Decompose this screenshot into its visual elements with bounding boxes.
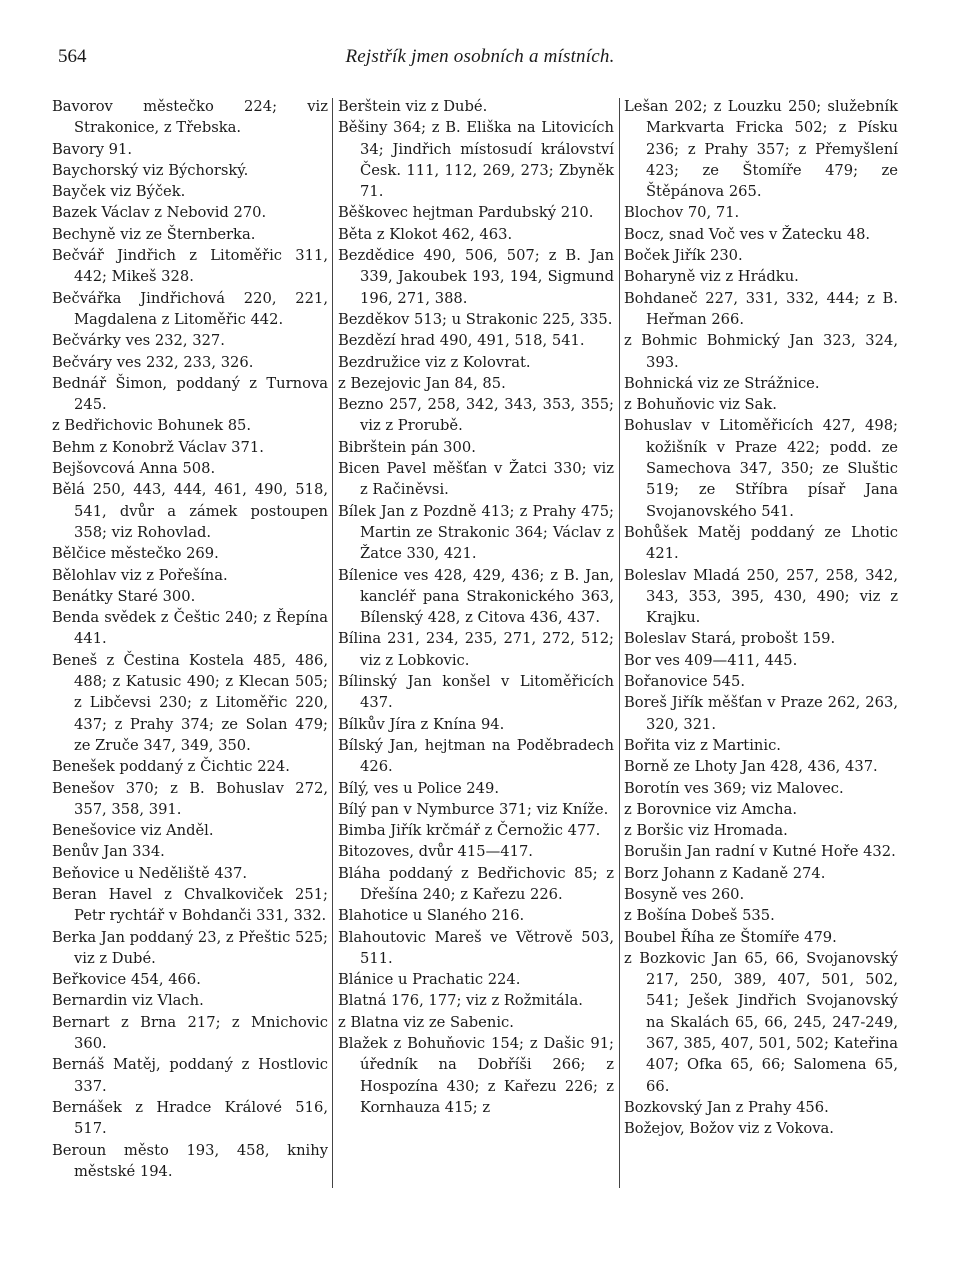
index-entry: Beran Havel z Chvalkoviček 251; Petr rychtář v Bohdanči 331, 332. [52,885,328,925]
index-entry: Bezděkov 513; u Strakonic 225, 335. [338,310,613,328]
index-entry: Bocz, snad Voč ves v Žatecku 48. [624,225,871,243]
index-entry: z Bezejovic Jan 84, 85. [338,374,506,392]
index-entry: Bílkův Jíra z Knína 94. [338,715,505,733]
index-entry: Bečvář Jindřich z Litoměřic 311, 442; Mikeš 328. [52,247,328,286]
index-entry: Božejov, Božov viz z Vokova. [624,1120,834,1138]
index-entry: Bělčice městečko 269. [52,545,219,563]
index-entry: Bílenice ves 428, 429, 436; z B. Jan, kancléř pana Strakonického 363, Bílenský 428, z Citova 436, 437. [338,566,614,627]
index-entry: Benešek poddaný z Čichtic 224. [52,758,290,776]
index-entry: Behm z Konobrž Václav 371. [52,438,264,456]
index-entry: z Bozkovic Jan 65, 66, Svojanovský 217, 250, 389, 407, 501, 502, 541; Ješek Jindřich Svojanovský na Skalách 65, 66, 245, 247-249, 367, 385, 407, 501, 502; Kateřina 407; Ofka 65, 66; Salomena 65, 66. [624,949,898,1095]
index-entry: Blatná 176, 177; viz z Rožmitála. [338,992,583,1010]
index-entry: Benešov 370; z B. Bohuslav 272, 357, 358, 391. [52,779,328,818]
column-divider [332,98,333,1188]
index-entry: Běškovec hejtman Pardubský 210. [338,204,594,222]
index-entry: Bílinský Jan konšel v Litoměřicích 437. [338,673,614,712]
index-entry: Bořita viz z Martinic. [624,736,781,754]
index-entry: Běšiny 364; z B. Eliška na Litovicích 34; Jindřich místosudí království Česk. 111, 112, 269, 273; Zbyněk 71. [338,119,614,201]
index-entry: Bezdědice 490, 506, 507; z B. Jan 339, Jakoubek 193, 194, Sigmund 196, 271, 388. [338,247,614,307]
index-entry: Boček Jiřík 230. [624,247,743,265]
index-entry: Bořanovice 545. [624,673,745,691]
index-entry: Bílek Jan z Pozdně 413; z Prahy 475; Martin ze Strakonic 364; Václav z Žatce 330, 421. [338,502,614,563]
column-divider [619,98,620,1188]
index-entry: Beřkovice 454, 466. [52,971,201,989]
index-entry: Benátky Staré 300. [52,587,196,605]
index-entry: Bavorov městečko 224; viz Strakonice, z Třebska. [52,98,328,137]
index-entry: Beňovice u Neděliště 437. [52,864,248,882]
index-entry: Borně ze Lhoty Jan 428, 436, 437. [624,758,878,776]
index-entry: Boubel Říha ze Štomíře 479. [624,928,837,946]
index-entry: z Borovnice viz Amcha. [624,800,797,818]
index-entry: Borušin Jan radní v Kutné Hoře 432. [624,843,896,861]
index-entry: Boleslav Mladá 250, 257, 258, 342, 343, 353, 395, 430, 490; viz z Krajku. [624,566,898,627]
index-entry: Bor ves 409—411, 445. [624,651,798,669]
index-entry: Bečvářka Jindřichová 220, 221, Magdalena z Litoměřic 442. [52,289,328,328]
index-entry: Borz Johann z Kadaně 274. [624,864,826,882]
index-entry: Bavory 91. [52,140,133,158]
index-entry: Bečváry ves 232, 233, 326. [52,353,254,371]
index-entry: Bílský Jan, hejtman na Poděbradech 426. [338,736,614,776]
index-entry: Lešan 202; z Louzku 250; služebník Markvarta Fricka 502; z Písku 236; z Prahy 357; z Přemyšlení 423; ze Štomíře 479; ze Štěpánova 265. [624,98,898,201]
index-entry: Bejšovcová Anna 508. [52,460,216,478]
index-entry: z Boršic viz Hromada. [624,822,788,840]
index-entry: Beroun město 193, 458, knihy městské 194. [52,1141,328,1180]
index-entry: Bimba Jiřík krčmář z Černožic 477. [338,822,601,840]
index-entry: Boleslav Stará, probošt 159. [624,630,836,648]
index-entry: Bernardin viz Vlach. [52,992,204,1010]
index-entry: Bohuslav v Litoměřicích 427, 498; kožišník v Praze 422; podd. ze Samechova 347, 350; ze Sluštic 519; ze Stříbra písař Jana Svojanovského 541. [624,417,898,520]
index-entry: z Bohmic Bohmický Jan 323, 324, 393. [624,332,898,371]
index-entry: z Bedřichovic Bohunek 85. [52,417,252,435]
index-entry: Bečvárky ves 232, 327. [52,332,225,350]
index-entry: Bohdaneč 227, 331, 332, 444; z B. Heřman 266. [624,289,898,328]
index-entry: Bílý, ves u Police 249. [338,779,500,797]
index-entry: Borotín ves 369; viz Malovec. [624,779,844,797]
index-entry: Bosyně ves 260. [624,885,745,903]
index-entry: Bělohlav viz z Pořešína. [52,566,228,584]
page-number: 564 [58,46,87,67]
index-entry: Blochov 70, 71. [624,204,740,222]
index-entry: Blahoutovic Mareš ve Větrově 503, 511. [338,928,614,967]
index-entry: Berka Jan poddaný 23, z Přeštic 525; viz z Dubé. [52,928,328,967]
index-entry: Baychorský viz Býchorský. [52,161,249,179]
index-entry: Blánice u Prachatic 224. [338,971,521,989]
index-entry: Boharyně viz z Hrádku. [624,268,799,286]
index-entry: z Bošína Dobeš 535. [624,907,775,925]
index-entry: Bechyně viz ze Šternberka. [52,225,256,243]
index-entry: Bílina 231, 234, 235, 271, 272, 512; viz z Lobkovic. [338,630,614,669]
index-entry: z Bohuňovic viz Sak. [624,396,777,414]
index-entry: Bednář Šimon, poddaný z Turnova 245. [52,374,328,414]
index-entry: Benda svědek z Češtic 240; z Řepína 441. [52,609,328,648]
index-entry: Bayček viz Býček. [52,183,186,201]
index-entry: Benešovice viz Anděl. [52,822,214,840]
index-entry: Bernart z Brna 217; z Mnichovic 360. [52,1013,328,1053]
index-entry: Bezdězí hrad 490, 491, 518, 541. [338,332,585,350]
index-entry: Benův Jan 334. [52,843,165,861]
running-title: Rejstřík jmen osobních a místních. [345,46,615,67]
index-entry: Bazek Václav z Nebovid 270. [52,204,267,222]
index-entry: Beneš z Čestina Kostela 485, 486, 488; z Katusic 490; z Klecan 505; z Libčevsi 230; z Litoměřic 220, 437; z Prahy 374; ze Solan 479; ze Zruče 347, 349, 350. [52,651,328,754]
index-entry: Bitozoves, dvůr 415—417. [338,843,533,861]
index-column-left [52,96,328,1182]
index-entry: Bozkovský Jan z Prahy 456. [624,1098,829,1116]
index-entry: Bernášek z Hradce Králové 516, 517. [52,1098,328,1138]
index-entry: Berštein viz z Dubé. [338,98,488,115]
index-entry: Bibrštein pán 300. [338,438,476,456]
index-entry: Bělá 250, 443, 444, 461, 490, 518, 541, dvůr a zámek postoupen 358; viz Rohovlad. [52,481,328,541]
index-column-right [624,96,898,1140]
index-entry: Bílý pan v Nymburce 371; viz Kníže. [338,800,609,818]
index-entry: Blažek z Bohuňovic 154; z Dašic 91; úředník na Dobříši 266; z Hospozína 430; z Kařezu 226; z Kornhauza 415; z [338,1035,614,1116]
index-entry: Bohnická viz ze Strážnice. [624,374,820,392]
index-entry: Bezdružice viz z Kolovrat. [338,353,531,371]
index-entry: Boreš Jiřík měšťan v Praze 262, 263, 320, 321. [624,694,898,733]
index-entry: Běta z Klokot 462, 463. [338,225,513,243]
index-entry: z Blatna viz ze Sabenic. [338,1013,514,1031]
index-entry: Bezno 257, 258, 342, 343, 353, 355; viz z Prorubě. [338,396,614,435]
index-column-middle [338,96,614,1118]
index-entry: Bicen Pavel měšťan v Žatci 330; viz z Račiněvsi. [338,460,614,499]
index-entry: Bernáš Matěj, poddaný z Hostlovic 337. [52,1056,328,1095]
index-entry: Bohůšek Matěj poddaný ze Lhotic 421. [624,523,898,563]
index-entry: Blahotice u Slaného 216. [338,907,525,925]
index-entry: Bláha poddaný z Bedřichovic 85; z Dřešína 240; z Kařezu 226. [338,864,614,903]
